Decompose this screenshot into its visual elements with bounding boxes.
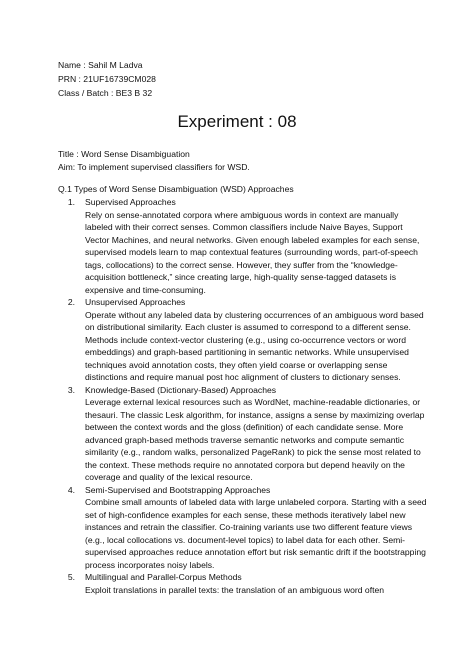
experiment-title: Experiment : 08 (177, 112, 297, 131)
approach-description: Leverage external lexical resources such as WordNet, machine-readable dictionaries, or thesauri. The classic Lesk algorithm, for instance, assigns a sense by maximizing overlap between the context words and the gloss (definition) of each candidate sense. More advanced graph-based methods traverse semantic networks and compute semantic similarity (e.g., random walks, personalized PageRank) to pick the sense most related to the context. These methods require no annotated corpora but depend heavily on the coverage and quality of the lexical resource. (85, 397, 425, 482)
approach-heading: Knowledge-Based (Dictionary-Based) Approaches (85, 384, 277, 395)
approach-item (58, 296, 428, 384)
approach-description: Rely on sense-annotated corpora where ambiguous words in context are manually labeled with their correct senses. Common classifiers include Naive Bayes, Support Vector Machines, and neural networks. Given enough labeled examples for each sense, supervised models learn to map contextual features (surrounding words, part-of-speech tags, collocations) to the correct sense. However, they suffer from the “knowledge-acquisition bottleneck,” since creating large, high-quality sense-tagged datasets is expensive and time-consuming. (85, 209, 420, 295)
approach-description: Exploit translations in parallel texts: the translation of an ambiguous word often (85, 584, 385, 595)
approach-number: 3. (67, 384, 75, 395)
approach-item (58, 384, 428, 484)
approach-heading: Multilingual and Parallel-Corpus Methods (85, 572, 242, 582)
question-heading: Q.1 Types of Word Sense Disambiguation (WSD) Approaches (58, 184, 294, 194)
approach-number: 1. (67, 197, 75, 207)
approach-description: Combine small amounts of labeled data with large unlabeled corpora. Starting with a seed set of high-confidence examples for each sense, these methods iteratively label new instances and retrain the classifier. Co-training variants use two different feature views (e.g., local collocations vs. document-level topics) to label data for each other. Semi-supervised approaches reduce annotation effort but risk semantic drift if the bootstrapping process incorporates noisy labels. (85, 497, 427, 570)
approach-number: 4. (67, 484, 75, 495)
experiment-title-line: Title : Word Sense Disambiguation (58, 149, 190, 159)
experiment-meta (58, 148, 250, 173)
approach-item (58, 571, 428, 596)
approach-number: 5. (67, 572, 75, 582)
approach-heading: Unsupervised Approaches (85, 297, 186, 307)
student-prn: PRN : 21UF16739CM028 (58, 74, 156, 84)
student-header (58, 58, 156, 100)
student-name: Name : Sahil M Ladva (58, 60, 143, 70)
approach-heading: Semi-Supervised and Bootstrapping Approaches (85, 484, 271, 495)
approach-item (58, 196, 428, 296)
approach-item (58, 484, 428, 572)
approach-description: Operate without any labeled data by clustering occurrences of an ambiguous word based on distributional similarity. Each cluster is assumed to correspond to a different sense. Methods include context-vector clustering (e.g., using co-occurrence vectors or word embeddings) and graph-based partitioning in semantic networks. While unsupervised techniques avoid annotation costs, they often yield coarse or overlapping sense distinctions and require manual post hoc alignment of clusters to dictionary senses. (85, 309, 424, 382)
approach-heading: Supervised Approaches (85, 197, 176, 207)
student-class-batch: Class / Batch : BE3 B 32 (58, 88, 153, 98)
approach-number: 2. (67, 297, 75, 307)
approaches-list (58, 196, 428, 596)
experiment-aim-line: Aim: To implement supervised classifiers for WSD. (58, 161, 250, 172)
